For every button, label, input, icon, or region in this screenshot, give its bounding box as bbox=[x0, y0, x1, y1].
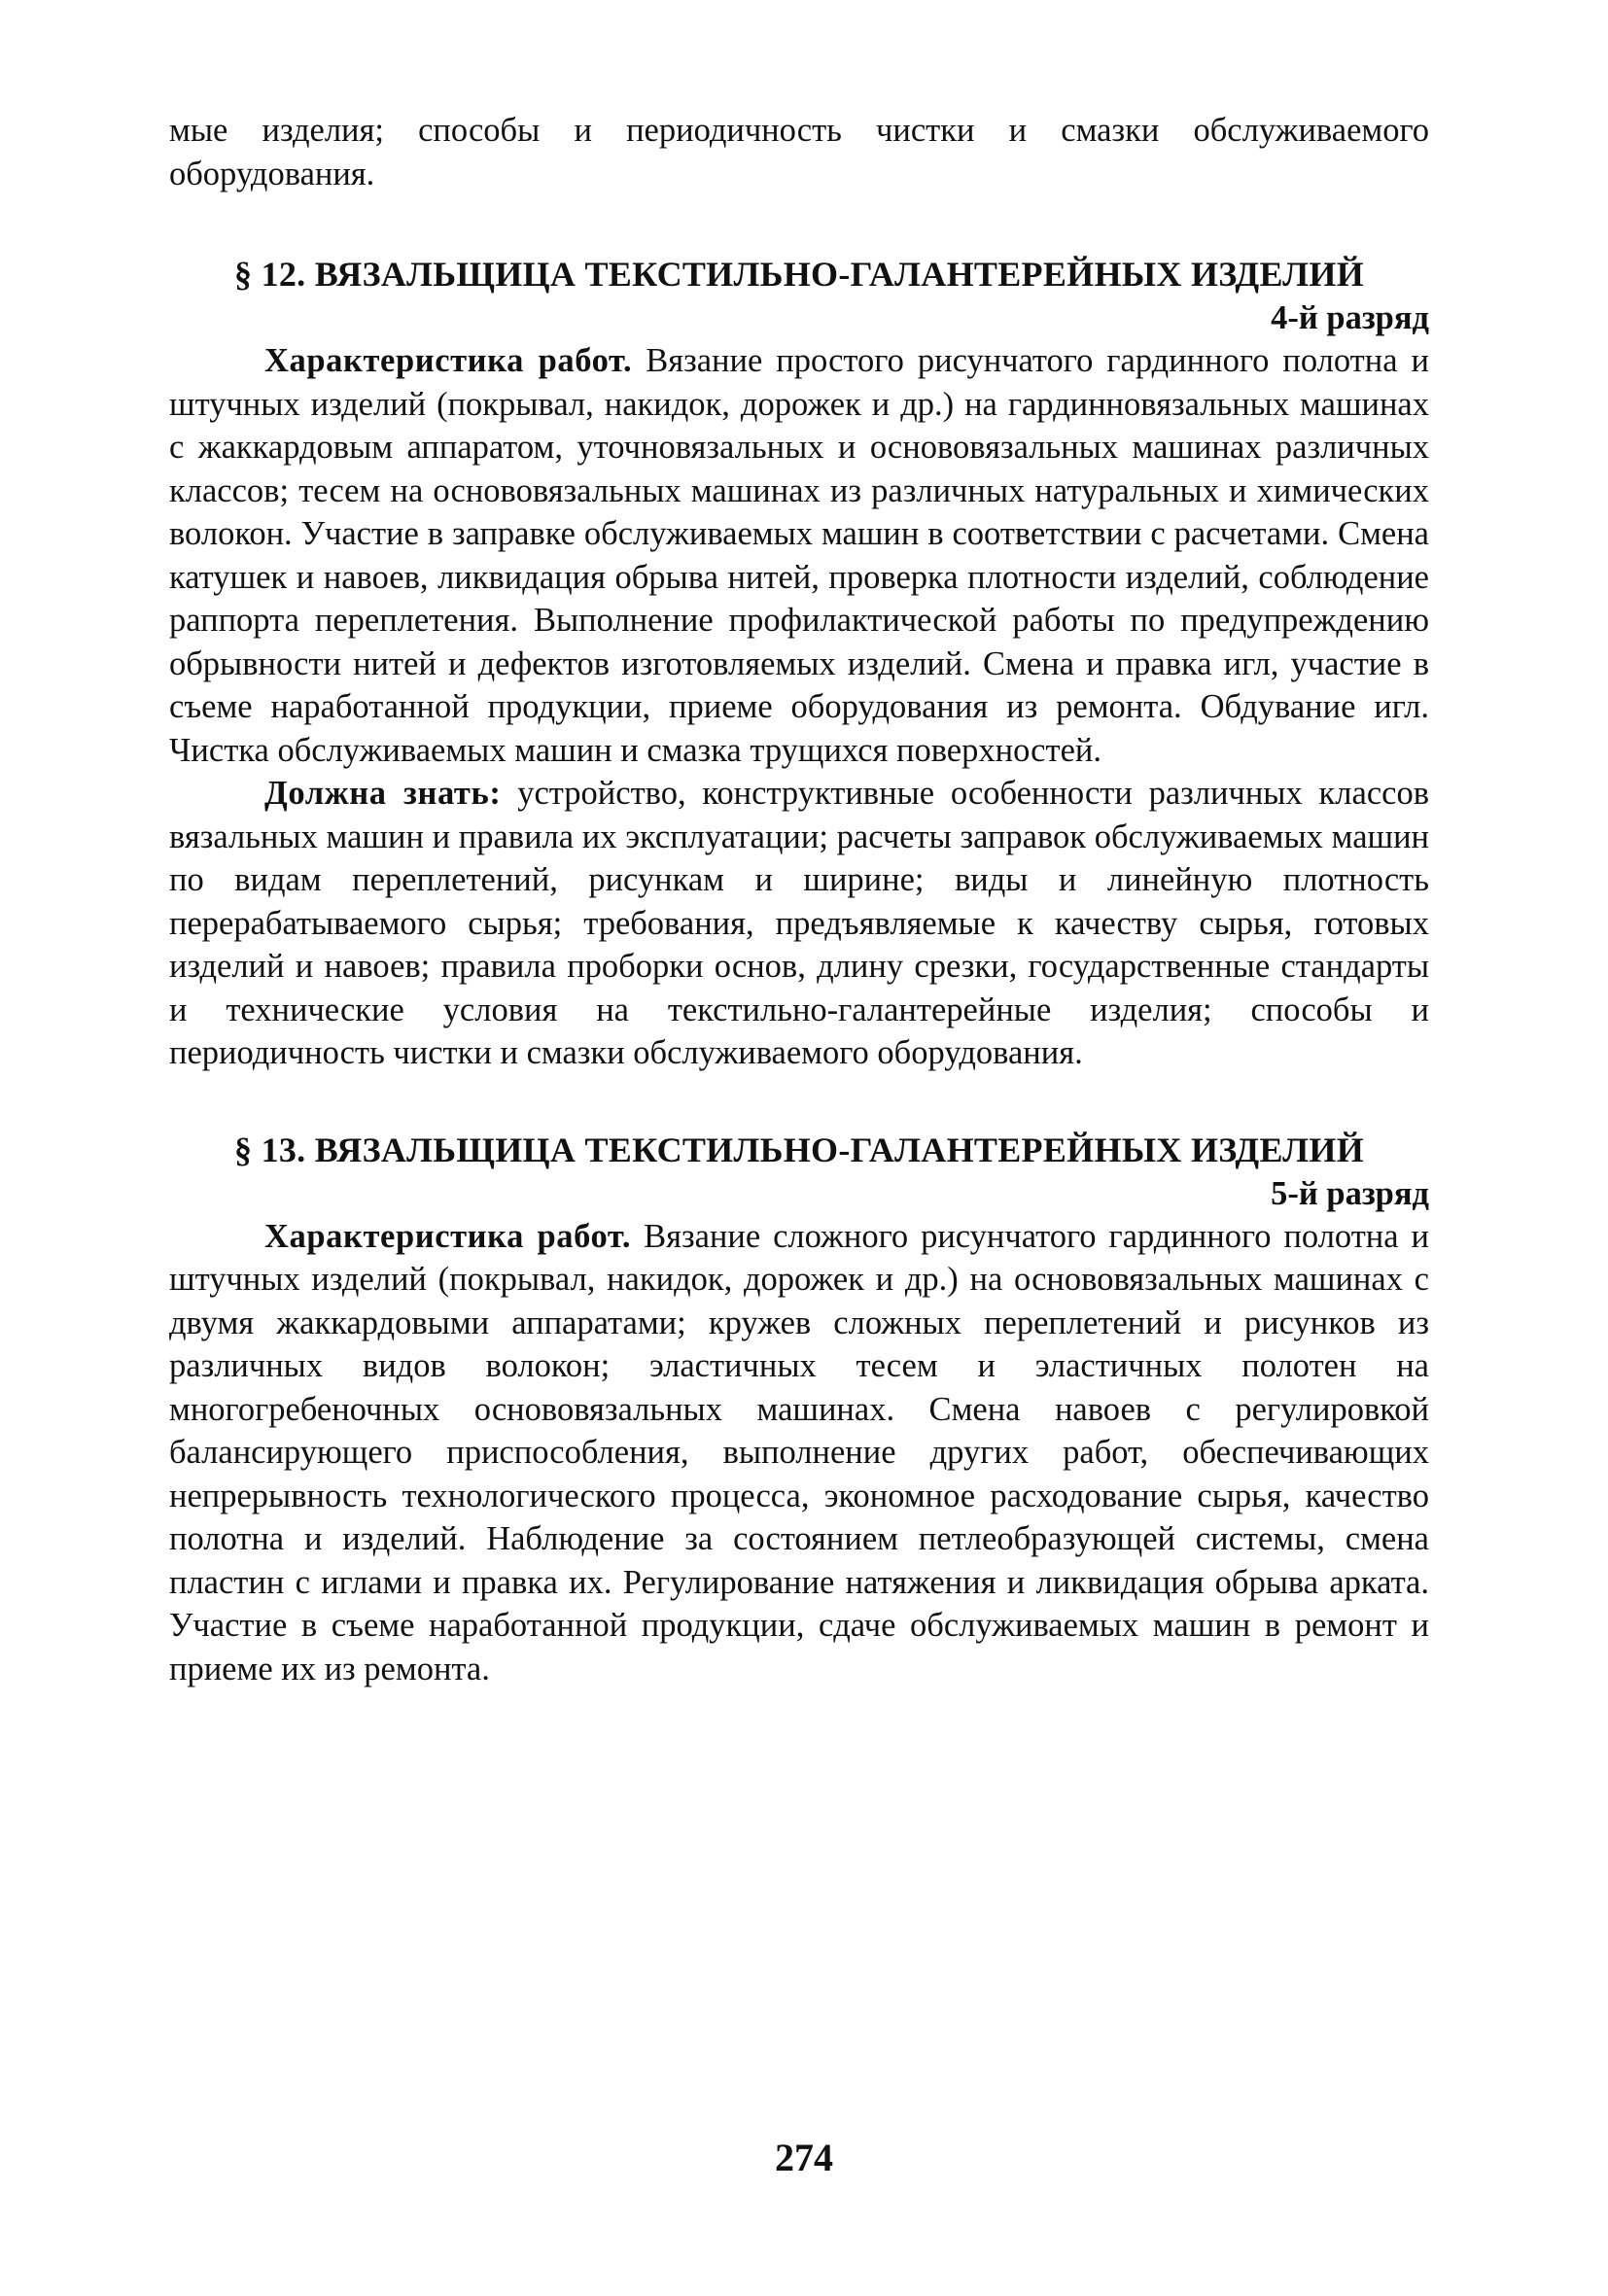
section-13-work-paragraph bbox=[169, 1215, 1429, 1691]
section-13-title: § 13. ВЯЗАЛЬЩИЦА ТЕКСТИЛЬНО-ГАЛАНТЕРЕЙНЫХ ИЗДЕЛИЙ bbox=[233, 1130, 1365, 1169]
section-12-knowledge-label: Должна знать: bbox=[264, 775, 502, 812]
page-number: 274 bbox=[775, 2136, 833, 2179]
section-12-work-text: Вязание простого рисунчатого гардинного полотна и штучных изделий (покрывал, накидок, дорожек и др.) на гардинновязальных машинах с жаккардовым аппаратом, уточновязальных и основовязальных машинах различных классов; тесем на основовязальных машинах из различных натуральных и химических волокон. Участие в заправке обслуживаемых машин в соответствии с расчетами. Смена катушек и навоев, ликвидация обрыва нитей, проверка плотности изделий, соблюдение раппорта переплетения. Выполнение профилактической работы по предупреждению обрывности нитей и дефектов изготовляемых изделий. Смена и правка игл, участие в съеме наработанной продукции, приеме оборудования из ремонта. Обдувание игл. Чистка обслуживаемых машин и смазка трущихся поверхностей. bbox=[169, 342, 1430, 769]
section-13-work-text: Вязание сложного рисунчатого гардинного полотна и штучных изделий (покрывал, накидок, дорожек и др.) на основовязальных машинах с двумя жаккардовыми аппаратами; кружев сложных переплетений и рисунков из различных видов волокон; эластичных тесем и эластичных полотен на многогребеночных основовязальных машинах. Смена навоев с регулировкой балансирующего приспособления, выполнение других работ, обеспечивающих непрерывность технологического процесса, экономное расходование сырья, качество полотна и изделий. Наблюдение за состоянием петлеобразующей системы, смена пластин с иглами и правка их. Регулирование натяжения и ликвидация обрыва арката. Участие в съеме наработанной продукции, сдаче обслуживаемых машин в ремонт и приеме их из ремонта. bbox=[169, 1217, 1429, 1687]
section-13-grade: 5-й разряд bbox=[1271, 1174, 1429, 1212]
intro-paragraph: мые изделия; способы и периодичность чистки и смазки обслуживаемого оборудования. bbox=[169, 112, 1429, 192]
section-12-knowledge-text: устройство, конструктивные особенности различных классов вязальных машин и правила их эксплуатации; расчеты заправок обслуживаемых машин по видам переплетений, рисункам и ширине; виды и линейную плотность перерабатываемого сырья; требования, предъявляемые к качеству сырья, готовых изделий и навоев; правила проборки основ, длину срезки, государственные стандарты и технические условия на текстильно-галантерейные изделия; способы и периодичность чистки и смазки обслуживаемого оборудования. bbox=[169, 775, 1429, 1071]
document-page bbox=[169, 109, 1429, 1690]
section-12-work-label: Характеристика работ. bbox=[264, 342, 633, 379]
section-13-work-label: Характеристика работ. bbox=[264, 1217, 632, 1255]
section-12-grade: 4-й разряд bbox=[1271, 299, 1429, 336]
section-12-knowledge-paragraph bbox=[169, 772, 1429, 1075]
section-12-title: § 12. ВЯЗАЛЬЩИЦА ТЕКСТИЛЬНО-ГАЛАНТЕРЕЙНЫХ ИЗДЕЛИЙ bbox=[233, 255, 1365, 294]
section-12-work-paragraph bbox=[169, 339, 1429, 772]
